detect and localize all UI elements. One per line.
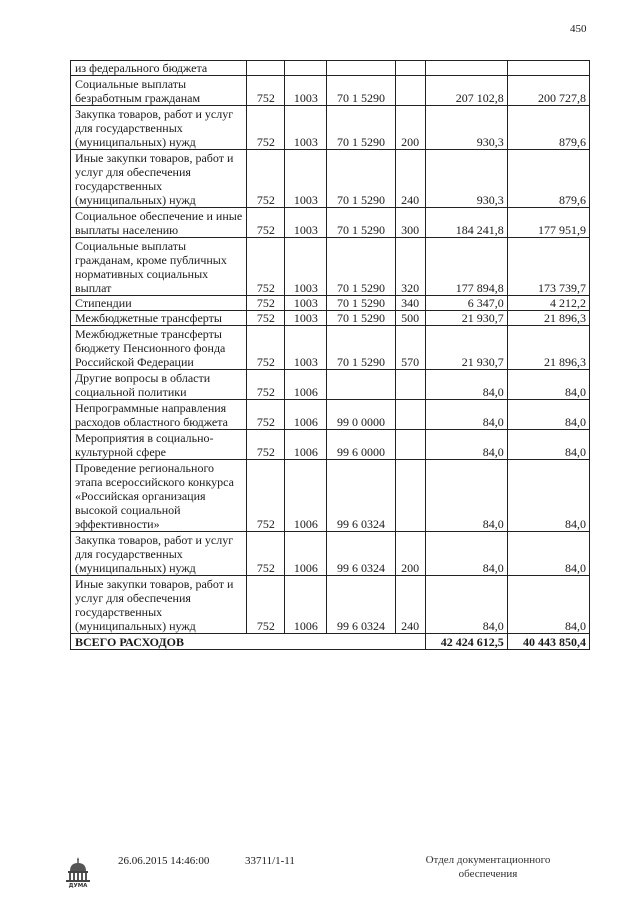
emblem-label: ДУМА (68, 883, 88, 888)
row-expense-type (395, 430, 425, 460)
row-target-article (327, 370, 395, 400)
table-row (71, 326, 590, 370)
row-name: Закупка товаров, работ и услуг для государственных (муниципальных) нужд (71, 532, 247, 576)
row-name: Мероприятия в социально-культурной сфере (71, 430, 247, 460)
row-sum-2: 879,6 (507, 106, 589, 150)
row-name: Социальные выплаты безработным гражданам (71, 76, 247, 106)
row-name: Межбюджетные трансферты (71, 311, 247, 326)
table-row (71, 370, 590, 400)
row-ved: 752 (247, 208, 285, 238)
duma-emblem-icon (63, 854, 93, 888)
table-row (71, 208, 590, 238)
footer-department-line-1: Отдел документационного (425, 854, 551, 866)
row-name: из федерального бюджета (71, 61, 247, 76)
row-target-article: 99 6 0000 (327, 430, 395, 460)
row-sum-1: 930,3 (425, 150, 507, 208)
row-expense-type (395, 76, 425, 106)
row-sum-2: 84,0 (507, 460, 589, 532)
row-section: 1006 (285, 370, 327, 400)
row-sum-2: 84,0 (507, 400, 589, 430)
row-expense-type (395, 370, 425, 400)
table-row (71, 106, 590, 150)
row-target-article: 70 1 5290 (327, 311, 395, 326)
table-row (71, 576, 590, 634)
row-target-article: 70 1 5290 (327, 208, 395, 238)
row-sum-2: 879,6 (507, 150, 589, 208)
row-sum-2: 21 896,3 (507, 311, 589, 326)
budget-table (70, 60, 590, 650)
total-row (71, 634, 590, 650)
row-sum-2: 200 727,8 (507, 76, 589, 106)
row-sum-1: 21 930,7 (425, 326, 507, 370)
row-section: 1003 (285, 238, 327, 296)
footer-department (408, 853, 568, 881)
row-ved: 752 (247, 238, 285, 296)
row-name: Иные закупки товаров, работ и услуг для обеспечения государственных (муниципальных) нужд (71, 150, 247, 208)
row-sum-1: 930,3 (425, 106, 507, 150)
row-target-article: 99 6 0324 (327, 576, 395, 634)
row-sum-1: 84,0 (425, 460, 507, 532)
table-row (71, 296, 590, 311)
row-sum-2: 177 951,9 (507, 208, 589, 238)
footer-doc-code: 33711/1-11 (245, 855, 295, 867)
row-ved: 752 (247, 576, 285, 634)
row-name: Иные закупки товаров, работ и услуг для обеспечения государственных (муниципальных) нужд (71, 576, 247, 634)
table-row (71, 150, 590, 208)
row-ved: 752 (247, 430, 285, 460)
row-sum-1: 84,0 (425, 370, 507, 400)
row-section: 1006 (285, 400, 327, 430)
row-expense-type: 340 (395, 296, 425, 311)
row-ved: 752 (247, 150, 285, 208)
row-section: 1003 (285, 311, 327, 326)
row-ved: 752 (247, 326, 285, 370)
row-name: Социальные выплаты гражданам, кроме публичных нормативных социальных выплат (71, 238, 247, 296)
row-sum-1: 184 241,8 (425, 208, 507, 238)
table-body (71, 61, 590, 634)
table-row (71, 76, 590, 106)
row-sum-1: 6 347,0 (425, 296, 507, 311)
row-sum-1: 84,0 (425, 532, 507, 576)
row-section: 1006 (285, 532, 327, 576)
row-sum-1: 84,0 (425, 576, 507, 634)
row-name: Социальное обеспечение и иные выплаты населению (71, 208, 247, 238)
row-section: 1003 (285, 296, 327, 311)
row-name: Другие вопросы в области социальной политики (71, 370, 247, 400)
row-expense-type: 200 (395, 532, 425, 576)
row-sum-1: 177 894,8 (425, 238, 507, 296)
row-sum-1: 84,0 (425, 430, 507, 460)
row-expense-type: 320 (395, 238, 425, 296)
row-target-article: 70 1 5290 (327, 238, 395, 296)
row-ved (247, 61, 285, 76)
row-section: 1003 (285, 208, 327, 238)
table-row (71, 400, 590, 430)
row-ved: 752 (247, 76, 285, 106)
row-sum-2: 21 896,3 (507, 326, 589, 370)
row-target-article: 70 1 5290 (327, 76, 395, 106)
row-name: Закупка товаров, работ и услуг для государственных (муниципальных) нужд (71, 106, 247, 150)
row-name: Стипендии (71, 296, 247, 311)
row-name: Межбюджетные трансферты бюджету Пенсионного фонда Российской Федерации (71, 326, 247, 370)
row-sum-1: 207 102,8 (425, 76, 507, 106)
row-sum-2: 173 739,7 (507, 238, 589, 296)
row-name: Непрограммные направления расходов областного бюджета (71, 400, 247, 430)
row-expense-type: 570 (395, 326, 425, 370)
row-target-article: 99 6 0324 (327, 532, 395, 576)
row-section: 1006 (285, 576, 327, 634)
row-ved: 752 (247, 460, 285, 532)
row-section: 1003 (285, 150, 327, 208)
table-row (71, 460, 590, 532)
row-ved: 752 (247, 400, 285, 430)
total-label: ВСЕГО РАСХОДОВ (71, 634, 426, 650)
row-target-article (327, 61, 395, 76)
total-sum-2: 40 443 850,4 (507, 634, 589, 650)
row-sum-2 (507, 61, 589, 76)
row-expense-type (395, 460, 425, 532)
row-target-article: 70 1 5290 (327, 150, 395, 208)
footer (0, 852, 640, 902)
row-sum-2: 84,0 (507, 430, 589, 460)
row-section: 1003 (285, 106, 327, 150)
table-row (71, 532, 590, 576)
row-target-article: 70 1 5290 (327, 326, 395, 370)
row-target-article: 99 0 0000 (327, 400, 395, 430)
row-sum-2: 4 212,2 (507, 296, 589, 311)
total-sum-1: 42 424 612,5 (425, 634, 507, 650)
row-expense-type: 300 (395, 208, 425, 238)
row-target-article: 70 1 5290 (327, 296, 395, 311)
row-sum-1: 84,0 (425, 400, 507, 430)
row-expense-type: 200 (395, 106, 425, 150)
row-section: 1006 (285, 430, 327, 460)
row-section: 1003 (285, 76, 327, 106)
row-section: 1003 (285, 326, 327, 370)
row-target-article: 99 6 0324 (327, 460, 395, 532)
row-name: Проведение регионального этапа всероссийского конкурса «Российская организация высокой социальной эффективности» (71, 460, 247, 532)
row-sum-1: 21 930,7 (425, 311, 507, 326)
table-row (71, 430, 590, 460)
row-ved: 752 (247, 532, 285, 576)
footer-department-line-2: обеспечения (458, 868, 518, 880)
row-expense-type: 240 (395, 576, 425, 634)
row-expense-type: 500 (395, 311, 425, 326)
row-target-article: 70 1 5290 (327, 106, 395, 150)
row-sum-2: 84,0 (507, 576, 589, 634)
row-expense-type (395, 61, 425, 76)
row-sum-1 (425, 61, 507, 76)
page-number: 450 (570, 23, 587, 35)
row-sum-2: 84,0 (507, 370, 589, 400)
row-section: 1006 (285, 460, 327, 532)
row-ved: 752 (247, 106, 285, 150)
row-ved: 752 (247, 311, 285, 326)
row-expense-type (395, 400, 425, 430)
row-sum-2: 84,0 (507, 532, 589, 576)
table-row (71, 311, 590, 326)
row-section (285, 61, 327, 76)
row-ved: 752 (247, 370, 285, 400)
row-expense-type: 240 (395, 150, 425, 208)
footer-date: 26.06.2015 14:46:00 (118, 855, 210, 867)
table-row (71, 238, 590, 296)
row-ved: 752 (247, 296, 285, 311)
table-row (71, 61, 590, 76)
